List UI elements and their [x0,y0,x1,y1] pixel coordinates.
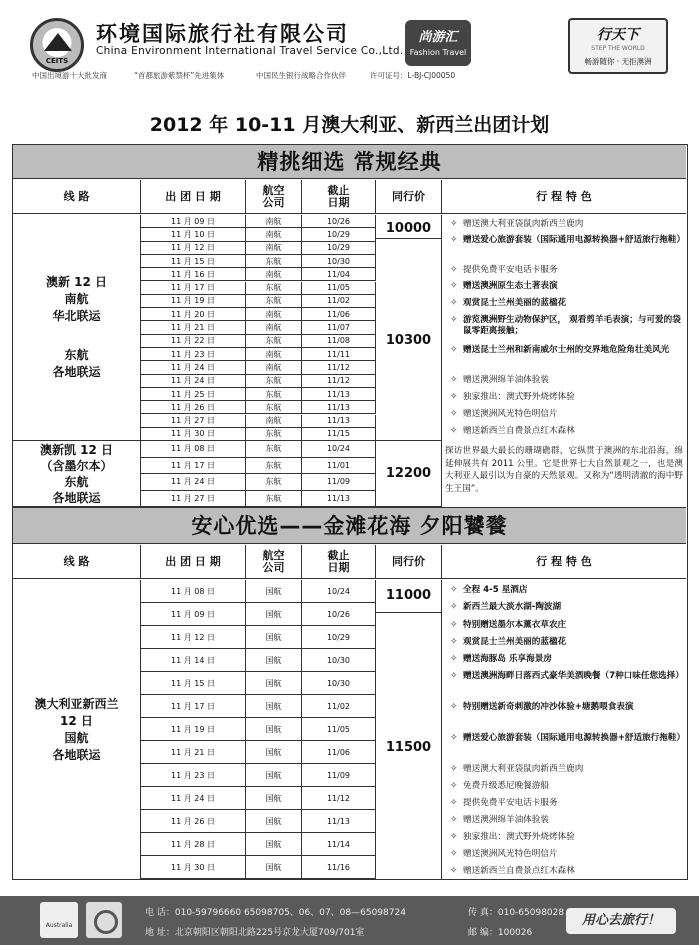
airline: 东航 [246,388,302,400]
cutoff-date: 10/30 [302,649,376,671]
airline: 国航 [246,580,302,602]
cutoff-date: 11/01 [302,458,376,474]
departure-date: 11 月 22 日 [141,335,246,347]
footer-postcode: 邮 编：100026 [468,928,533,938]
feature-item: ✧ 赠送澳洲风光特色明信片 [450,849,682,860]
feature-item: ✧ 免费升级悉尼晚餐游船 [450,781,682,792]
departure-date: 11 月 17 日 [141,695,246,717]
price-10000: 10000 [385,221,432,236]
cutoff-date: 11/16 [302,856,376,878]
section2-banner: 安心优选——金滩花海 夕阳饕餮 [13,508,686,544]
letterhead [0,0,699,86]
departure-date: 11 月 19 日 [141,718,246,740]
departure-date: 11 月 21 日 [141,741,246,763]
feature-item: ✧ 独家推出：澳式野外烧烤体验 [450,392,682,403]
airline: 东航 [246,441,302,457]
feature-item: ✧ 赠送澳洲原生态土著表演 [450,281,682,292]
airline: 南航 [246,321,302,333]
cutoff-date: 11/05 [302,718,376,740]
header-airline: 航空公司 [246,180,302,214]
airline: 南航 [246,228,302,240]
price-cell-group2 [376,441,442,507]
footer-address: 地 址：北京朝阳区朝阳北路225号京龙大厦709/701室 [145,928,365,938]
airline: 国航 [246,856,302,878]
price-10300: 10300 [385,333,432,348]
route-line: 各地联运 [52,365,101,379]
header-cutoff: 截止日期 [302,545,376,579]
header-price: 同行价 [376,545,442,579]
table-row [141,268,376,281]
departure-date: 11 月 25 日 [141,388,246,400]
departure-date: 11 月 12 日 [141,242,246,254]
feature-item: ✧ 赠送澳洲绵羊油体验装 [450,375,682,386]
cutoff-date: 11/13 [302,491,376,507]
cutoff-date: 11/13 [302,388,376,400]
table-row [141,810,376,833]
departure-date: 11 月 09 日 [141,603,246,625]
table-row [141,695,376,718]
price-divider [376,612,441,613]
cutoff-date: 11/13 [302,415,376,427]
route-line: 东航 [64,348,89,362]
cutoff-date: 11/13 [302,810,376,832]
honor-item: “首都旅游紫禁杯”先进集体 [134,71,225,80]
airline: 东航 [246,401,302,413]
cutoff-date: 11/15 [302,428,376,440]
departure-date: 11 月 28 日 [141,833,246,855]
section1-banner: 精挑细选 常规经典 [13,145,686,179]
route-line: 澳新凯 12 日 [39,442,114,457]
cutoff-date: 11/13 [302,401,376,413]
airline: 国航 [246,603,302,625]
route-aus-nz-cairns-12d [13,441,141,507]
airline: 国航 [246,672,302,694]
fashion-travel-logo [405,20,471,66]
airline: 国航 [246,741,302,763]
departure-date: 11 月 09 日 [141,215,246,227]
feature-item: ✧ 游览澳洲野生动物保护区， 观看剪羊毛表演；与可爱的袋鼠零距离接触； [450,315,682,337]
airline: 国航 [246,695,302,717]
table-row [141,741,376,764]
route-line: 南航 [64,292,89,306]
cutoff-date: 10/29 [302,228,376,240]
price-cell-group1 [376,215,442,441]
airline: 南航 [246,215,302,227]
company-name-cn: 环境国际旅行社有限公司 [96,22,349,46]
airline: 南航 [246,242,302,254]
feature-item: ✧ 新西兰最大淡水湖-陶波湖 [450,602,682,613]
airline: 南航 [246,415,302,427]
airline: 东航 [246,295,302,307]
header-date: 出 团 日 期 [141,545,246,579]
table-row [141,401,376,414]
table-row [141,242,376,255]
company-logo [30,18,84,72]
departure-date: 11 月 15 日 [141,672,246,694]
table-row [141,491,376,508]
departure-date: 11 月 10 日 [141,228,246,240]
cutoff-date: 11/08 [302,335,376,347]
table-row [141,428,376,441]
cutoff-date: 10/30 [302,672,376,694]
feature-item: ✧ 赠送新西兰自费景点红木森林 [450,866,682,877]
departure-date: 11 月 26 日 [141,810,246,832]
departure-date: 11 月 27 日 [141,491,246,507]
mountain-icon [44,33,72,51]
airline: 东航 [246,282,302,294]
departure-date: 11 月 27 日 [141,415,246,427]
departure-date: 11 月 20 日 [141,308,246,320]
table-row [141,295,376,308]
feature-item: ✧ 特别赠送墨尔本薰衣草农庄 [450,620,682,631]
route-aus-nz-12d [13,215,141,441]
table-row [141,415,376,428]
cutoff-date: 11/11 [302,348,376,360]
departure-date: 11 月 08 日 [141,580,246,602]
feature-item: ✧ 赠送爱心旅游套装（国际通用电源转换器+舒适旅行拖鞋） [450,235,682,246]
cutoff-date: 11/14 [302,833,376,855]
table-row [141,361,376,374]
header-airline: 航空公司 [246,545,302,579]
footer-phone: 电 话：010-59796660 65098705、06、07、08—65098724 [145,908,406,918]
feature-item: ✧ 提供免费平安电话卡服务 [450,265,682,276]
reef-description: 探访世界最大最长的珊瑚礁群，它纵贯于澳洲的东北沿海，绵延伸展共有 2011 公里。它是世界七大自然景观之一，也是澳大利亚人最引以为自豪的天然景观。又称为“透明清澈的海中野生王国”。 [445,446,683,494]
price-cell-group3 [376,580,442,879]
table-row [141,787,376,810]
schedule-table [12,144,688,880]
cutoff-date: 11/09 [302,764,376,786]
cutoff-date: 11/02 [302,295,376,307]
partner-logo [86,902,122,938]
price-divider [376,238,441,239]
table-row [141,580,376,603]
header-features: 行 程 特 色 [536,190,592,203]
cutoff-date: 11/07 [302,321,376,333]
header-cutoff: 截止日期 [302,180,376,214]
cutoff-date: 11/12 [302,375,376,387]
departure-date: 11 月 30 日 [141,428,246,440]
airline: 国航 [246,718,302,740]
footer [0,896,699,945]
airline: 国航 [246,626,302,648]
cutoff-date: 11/09 [302,474,376,490]
route-line: 华北联运 [52,309,101,323]
airline: 国航 [246,787,302,809]
route-aus-nz-air-china [13,580,141,879]
header-price: 同行价 [376,180,442,214]
feature-item: ✧ 观赏昆士兰州美丽的蓝楹花 [450,298,682,309]
table-row [141,308,376,321]
feature-item: ✧ 赠送澳大利亚袋鼠肉新西兰鹿肉 [450,219,682,230]
table-row [141,718,376,741]
cutoff-date: 10/30 [302,255,376,267]
table-row [141,649,376,672]
price-11500: 11500 [385,740,432,755]
feature-item: ✧ 赠送澳洲风光特色明信片 [450,409,682,420]
feature-item: ✧ 特别赠送新奇刺激的冲沙体验+塘鹅喂食表演 [450,702,682,713]
airline: 南航 [246,361,302,373]
header-features: 行 程 特 色 [536,555,592,568]
feature-item: ✧ 全程 4-5 星酒店 [450,585,682,596]
table-row [141,255,376,268]
departure-date: 11 月 17 日 [141,282,246,294]
feature-item: ✧ 赠送澳洲海畔日落西式豪华美酒晚餐（7种口味任您选择） [450,671,682,682]
brand3-cn: 行天下 [597,27,639,43]
airline: 东航 [246,335,302,347]
route-line: 东航 [64,474,89,489]
table-row [141,458,376,475]
airline: 南航 [246,308,302,320]
features-group1 [442,215,686,441]
departure-date: 11 月 24 日 [141,375,246,387]
table-row [141,375,376,388]
cutoff-date: 11/12 [302,361,376,373]
cutoff-date: 10/26 [302,603,376,625]
price-12200: 12200 [385,466,432,481]
table-row [141,603,376,626]
logo-text: CEITS [45,57,69,65]
header-date: 出 团 日 期 [141,180,246,214]
table-row [141,228,376,241]
route-line: （含墨尔本） [40,458,113,473]
cutoff-date: 11/02 [302,695,376,717]
cutoff-date: 11/05 [302,282,376,294]
honors-line [0,70,699,84]
feature-item: ✧ 赠送澳洲绵羊油体验装 [450,815,682,826]
table-row [141,321,376,334]
feature-item: ✧ 赠送昆士兰州和新南威尔士州的交界地危险角壮美风光 [450,345,682,356]
airline: 国航 [246,649,302,671]
cutoff-date: 11/06 [302,741,376,763]
honor-item: 中国出境游十大批发商 [32,71,107,80]
route-line: 国航 [64,730,89,745]
section1-column-headers [13,180,686,214]
feature-item: ✧ 提供免费平安电话卡服务 [450,798,682,809]
departure-date: 11 月 23 日 [141,764,246,786]
departure-date: 11 月 26 日 [141,401,246,413]
route-line: 各地联运 [52,747,101,762]
table-row [141,856,376,879]
airline: 东航 [246,375,302,387]
step-the-world-logo [568,18,668,74]
header-route: 线 路 [13,545,141,579]
feature-item: ✧ 赠送新西兰自费景点红木森林 [450,426,682,437]
price-11000: 11000 [385,588,432,603]
airline: 东航 [246,255,302,267]
table-row [141,833,376,856]
table-row [141,764,376,787]
feature-item: ✧ 赠送爱心旅游套装（国际通用电源转换器+舒适旅行拖鞋） [450,733,682,744]
feature-item: ✧ 观赏昆士兰州美丽的蓝楹花 [450,637,682,648]
table-row [141,348,376,361]
company-name-en: China Environment International Travel Service Co.,Ltd. [96,45,404,57]
cutoff-date: 10/29 [302,626,376,648]
airline: 东航 [246,458,302,474]
departure-date: 11 月 21 日 [141,321,246,333]
cutoff-date: 10/29 [302,242,376,254]
table-row [141,282,376,295]
route-line: 12 日 [60,713,93,728]
departure-date: 11 月 16 日 [141,268,246,280]
departure-date: 11 月 08 日 [141,441,246,457]
cutoff-date: 11/06 [302,308,376,320]
airline: 南航 [246,348,302,360]
route-line: 澳新 12 日 [45,275,108,289]
footer-fax: 传 真：010-65098028 [468,908,565,918]
feature-item: ✧ 赠送海豚岛 乐享海景房 [450,654,682,665]
page-title: 2012 年 10-11 月澳大利亚、新西兰出团计划 [149,114,550,136]
brand3-en: STEP THE WORLD [591,45,645,52]
feature-item: ✧ 独家推出：澳式野外烧烤体验 [450,832,682,843]
airline: 东航 [246,428,302,440]
departure-date: 11 月 24 日 [141,474,246,490]
departure-date: 11 月 14 日 [141,649,246,671]
departure-date: 11 月 19 日 [141,295,246,307]
brand3-sub: 畅游随你 · 无拒澳洲 [584,57,652,66]
header-route: 线 路 [13,180,141,214]
table-row [141,441,376,458]
departure-date: 11 月 17 日 [141,458,246,474]
features-group3 [442,580,686,879]
airline: 国航 [246,810,302,832]
airline: 东航 [246,474,302,490]
table-row [141,388,376,401]
departure-date: 11 月 23 日 [141,348,246,360]
cutoff-date: 11/12 [302,787,376,809]
table-row [141,626,376,649]
departure-date: 11 月 12 日 [141,626,246,648]
cutoff-date: 10/26 [302,215,376,227]
footer-slogan: 用心去旅行！ [566,908,676,934]
table-row [141,474,376,491]
route-line: 澳大利亚新西兰 [34,696,119,711]
airline: 南航 [246,268,302,280]
departure-date: 11 月 24 日 [141,361,246,373]
cutoff-date: 11/04 [302,268,376,280]
brand2-en: Fashion Travel [409,48,467,57]
license-number: 许可证号：L-BJ-CJ00050 [370,71,456,80]
table-row [141,672,376,695]
feature-item: ✧ 赠送澳大利亚袋鼠肉新西兰鹿肉 [450,764,682,775]
departure-date: 11 月 24 日 [141,787,246,809]
cutoff-date: 10/24 [302,580,376,602]
airline: 东航 [246,491,302,507]
departure-date: 11 月 15 日 [141,255,246,267]
australia-logo: Australia [40,902,78,938]
table-row [141,215,376,228]
route-line: 各地联运 [52,490,101,505]
table-row [141,335,376,348]
cutoff-date: 10/24 [302,441,376,457]
section2-column-headers [13,545,686,579]
honor-item: 中国民生银行战略合作伙伴 [256,71,346,80]
brand2-cn: 尚游汇 [418,30,458,45]
airline: 国航 [246,764,302,786]
departure-date: 11 月 30 日 [141,856,246,878]
airline: 国航 [246,833,302,855]
